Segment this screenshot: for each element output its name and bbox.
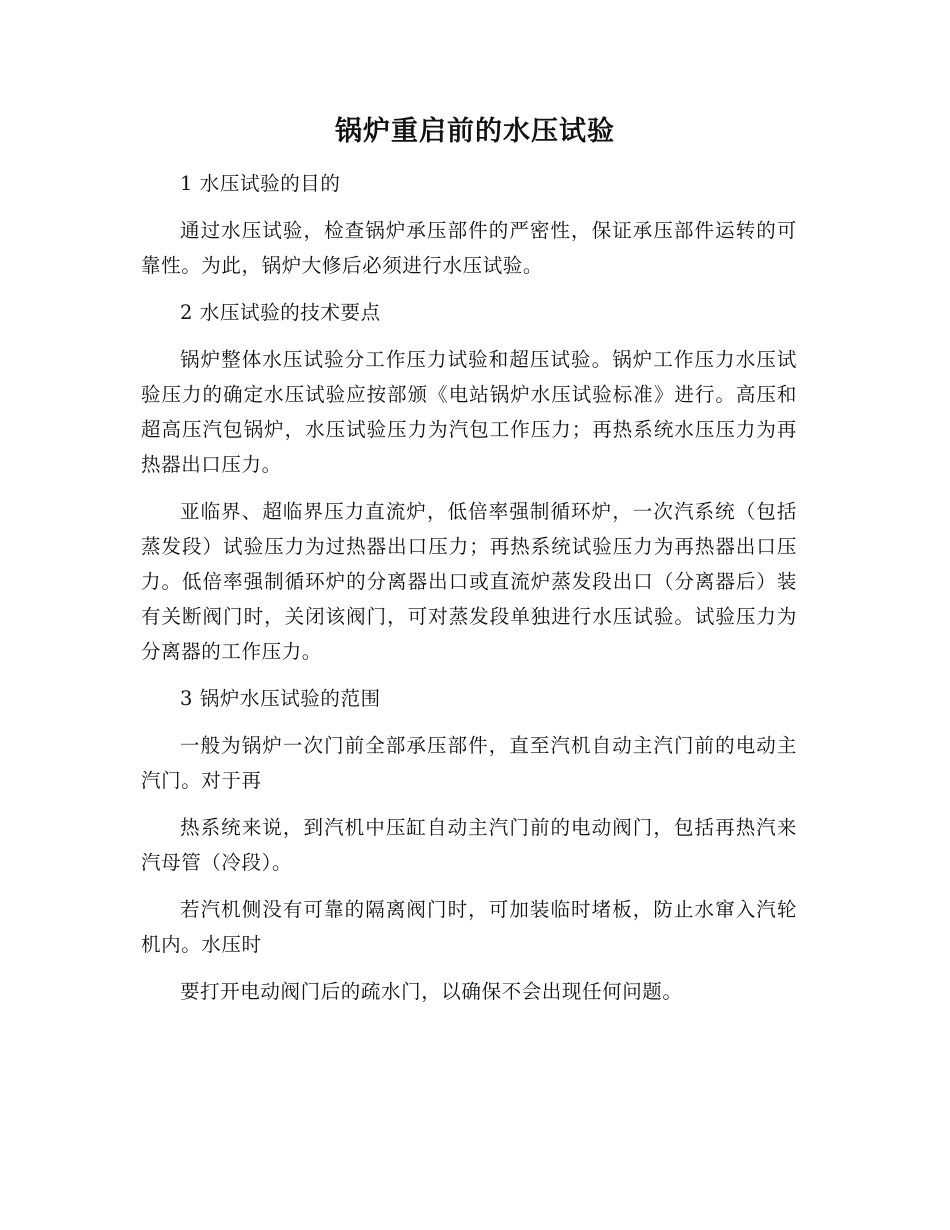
paragraph-reheat-system: 热系统来说，到汽机中压缸自动主汽门前的电动阀门，包括再热汽来汽母管（冷段）。 — [141, 816, 797, 874]
section-heading-purpose: 1 水压试验的目的 — [180, 172, 341, 195]
document-body — [141, 166, 797, 1021]
section-heading-technical-points: 2 水压试验的技术要点 — [180, 301, 381, 324]
paragraph-purpose: 通过水压试验，检查锅炉承压部件的严密性，保证承压部件运转的可靠性。为此，锅炉大修后必须进行水压试验。 — [141, 219, 797, 277]
paragraph-scope: 一般为锅炉一次门前全部承压部件，直至汽机自动主汽门前的电动主汽门。对于再 — [141, 734, 797, 792]
paragraph-isolation: 若汽机侧没有可靠的隔离阀门时，可加装临时堵板，防止水窜入汽轮机内。水压时 — [141, 898, 797, 956]
paragraph-supercritical: 亚临界、超临界压力直流炉，低倍率强制循环炉，一次汽系统（包括蒸发段）试验压力为过热器出口压力；再热系统试验压力为再热器出口压力。低倍率强制循环炉的分离器出口或直流炉蒸发段出口（分离器后）装有关断阀门时，关闭该阀门，可对蒸发段单独进行水压试验。试验压力为分离器的工作压力。 — [141, 500, 797, 663]
paragraph-drain-valve: 要打开电动阀门后的疏水门，以确保不会出现任何问题。 — [180, 980, 683, 1003]
section-heading-scope: 3 锅炉水压试验的范围 — [180, 687, 381, 710]
paragraph-test-types: 锅炉整体水压试验分工作压力试验和超压试验。锅炉工作压力水压试验压力的确定水压试验应按部颁《电站锅炉水压试验标准》进行。高压和超高压汽包锅炉，水压试验压力为汽包工作压力；再热系统水压压力为再热器出口压力。 — [141, 348, 797, 476]
page-title: 锅炉重启前的水压试验 — [335, 116, 615, 147]
